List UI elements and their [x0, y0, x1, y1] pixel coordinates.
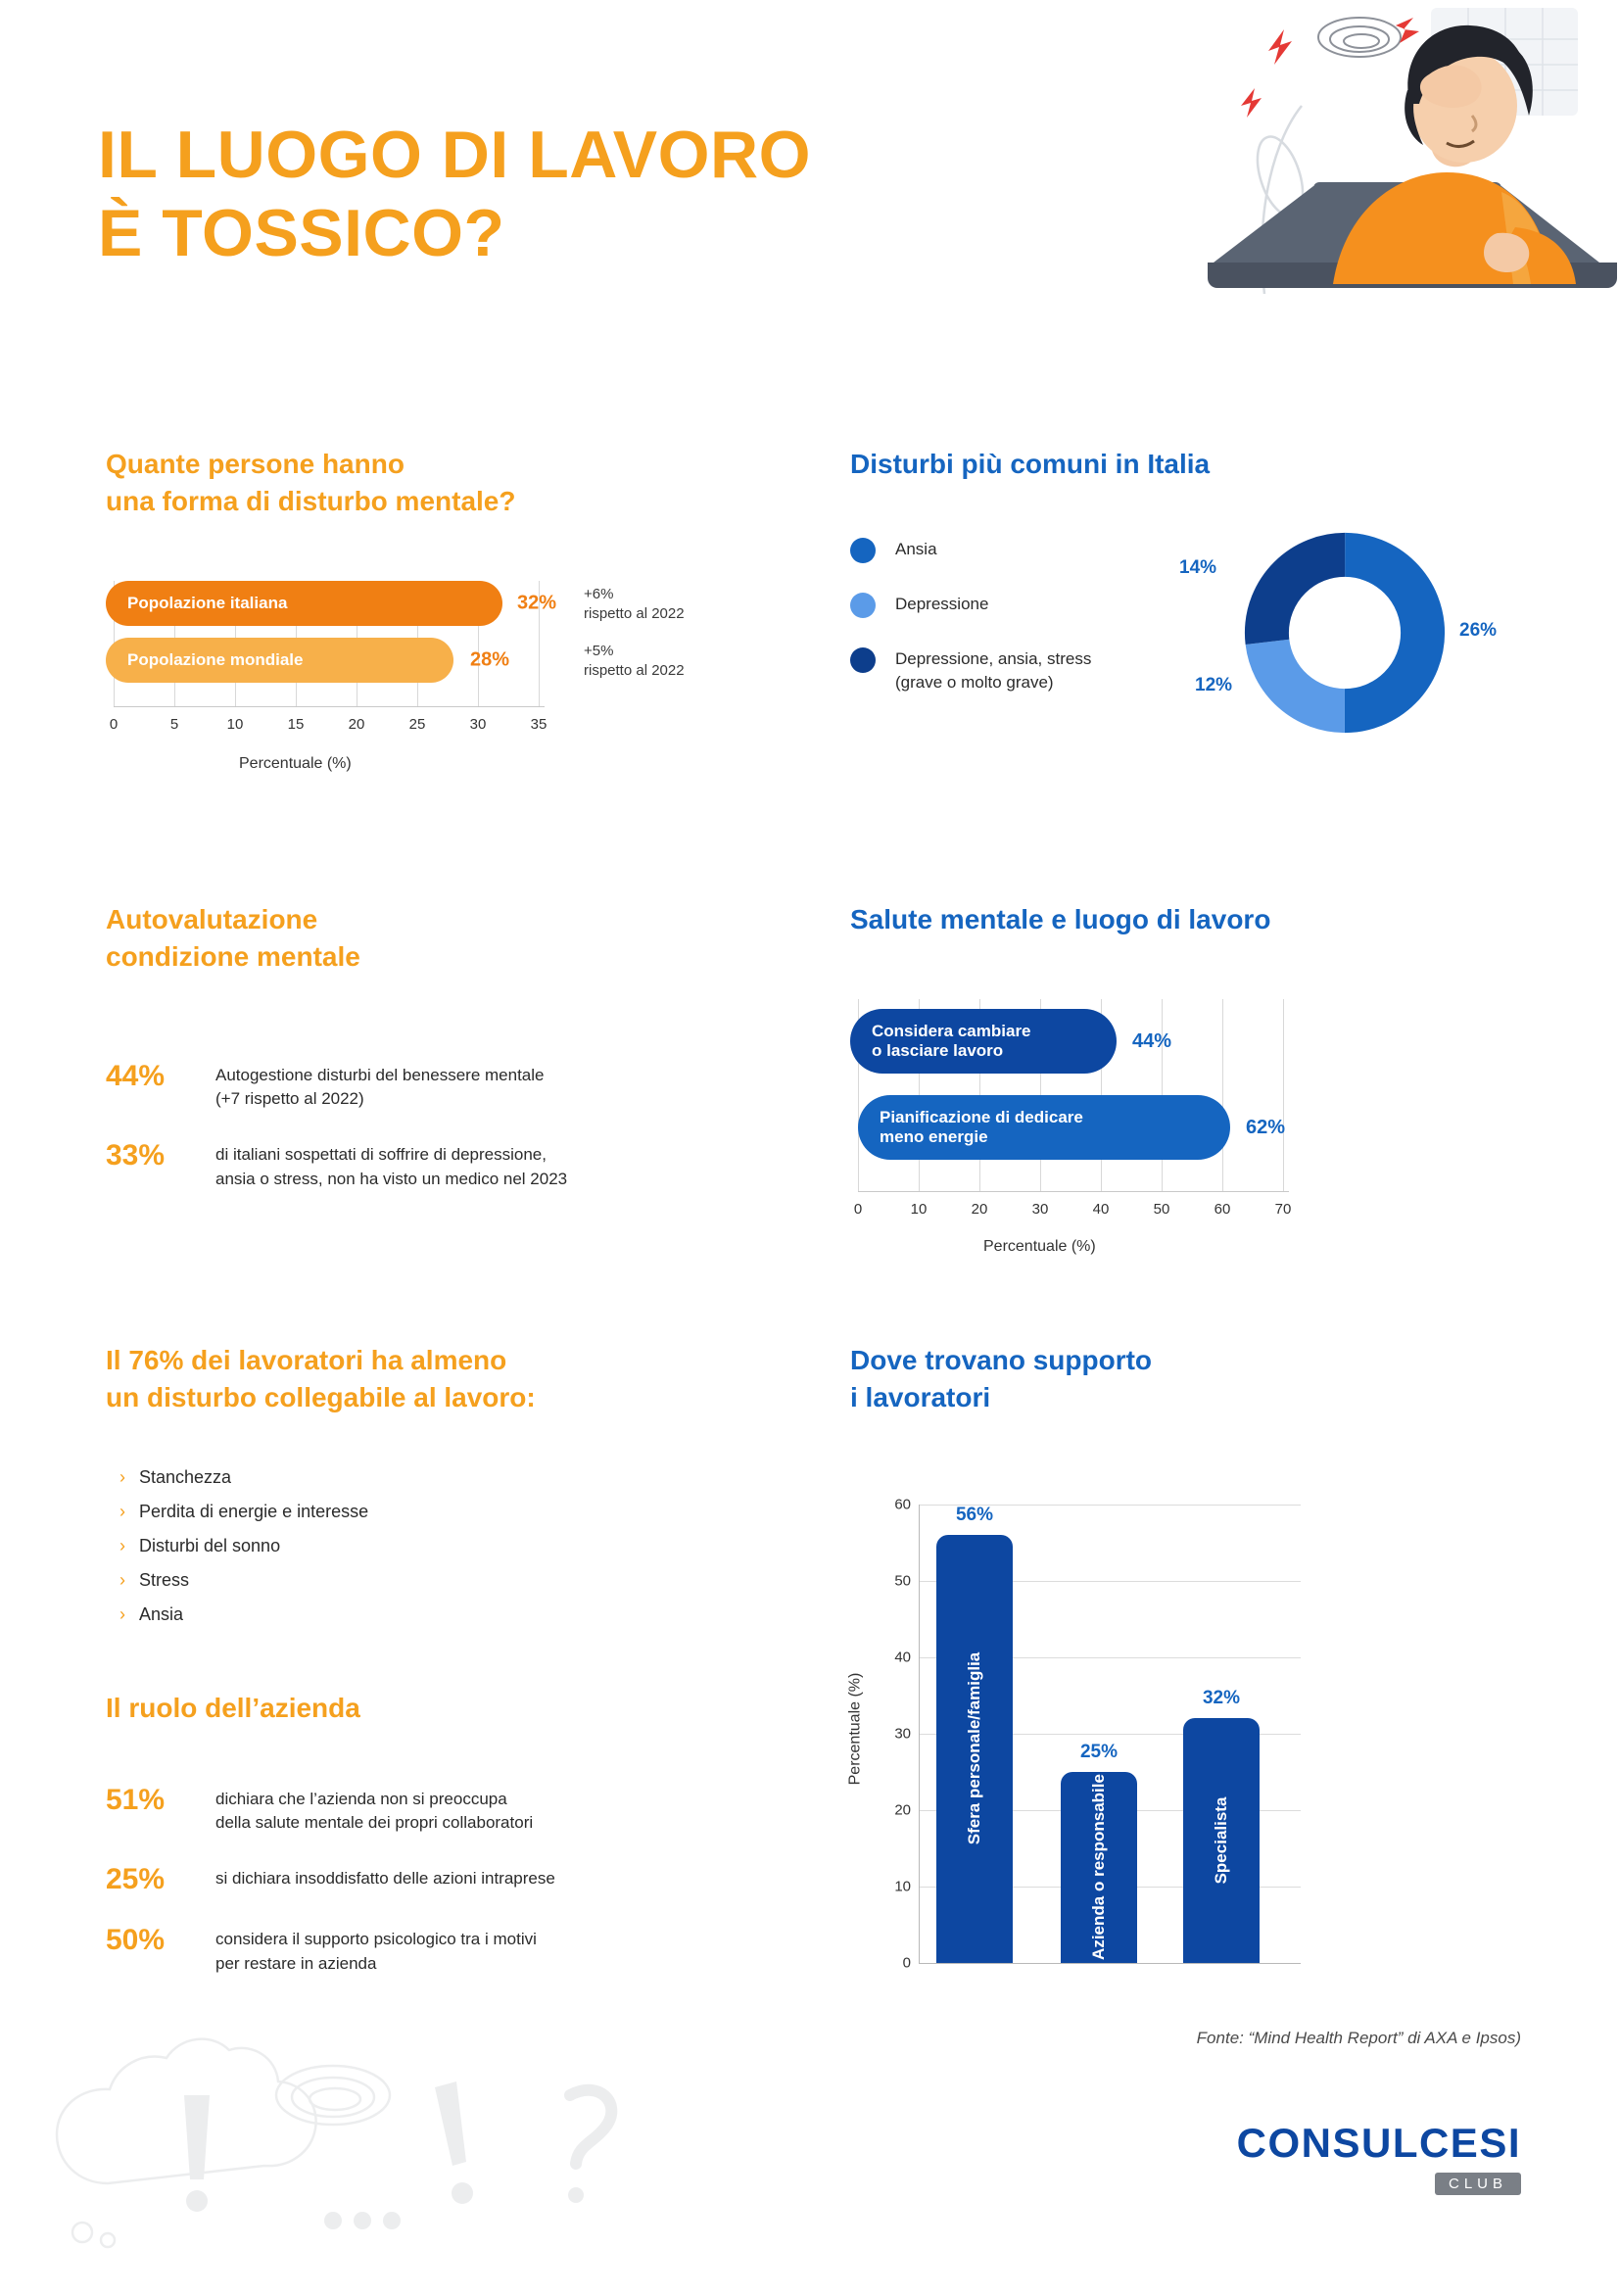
section-salute-lavoro: [850, 901, 1555, 1273]
footer-illustration: [39, 2036, 646, 2291]
y-tick: 40: [894, 1649, 911, 1666]
list-item: [106, 1536, 791, 1556]
chevron-right-icon: ›: [119, 1466, 125, 1487]
stat-text-line-2: (+7 rispetto al 2022): [215, 1089, 364, 1109]
list-item-label: Disturbi del sonno: [139, 1535, 281, 1555]
list-item-label: Stress: [139, 1569, 190, 1590]
chevron-right-icon: ›: [119, 1603, 125, 1624]
stat-text-line-2: della salute mentale dei propri collaboratori: [215, 1813, 534, 1833]
heading-line-1: Dove trovano supporto: [850, 1345, 1153, 1375]
legend-label: Depressione, ansia, stress (grave o molto grave): [895, 648, 1092, 692]
y-axis-title: Percentuale (%): [846, 1672, 864, 1785]
stat-text-line-1: Autogestione disturbi del benessere mentale: [215, 1065, 545, 1084]
annotation-2: [584, 642, 685, 682]
bar-label: [1089, 1774, 1109, 1960]
stat-row: [106, 1137, 791, 1191]
title-line-2: È TOSSICO?: [98, 196, 505, 271]
stat-text: [215, 1782, 533, 1836]
list-item-label: Perdita di energie e interesse: [139, 1501, 369, 1521]
stat-text-line-2: per restare in azienda: [215, 1953, 377, 1973]
section-disturbi-comuni: [850, 446, 1555, 755]
bar-value: 44%: [1132, 1029, 1172, 1052]
donut-chart: [1179, 530, 1498, 741]
stat-text-line-1: dichiara che l’azienda non si preoccupa: [215, 1789, 507, 1808]
bar-label: Sfera personale/famiglia: [965, 1651, 983, 1845]
bar-popolazione-italiana: [106, 581, 502, 626]
bar-label-line-2: o lasciare lavoro: [872, 1040, 1004, 1060]
section-heading: Il ruolo dell’azienda: [106, 1693, 360, 1723]
stat-text: [215, 1137, 567, 1191]
bar-label-line-1: Azienda: [1089, 1895, 1108, 1961]
annotation-1: [584, 585, 685, 625]
bar-value: 28%: [470, 648, 510, 671]
stat-percent: 33%: [106, 1138, 166, 1172]
legend-color-swatch: [850, 647, 876, 673]
bar-popolazione-mondiale: [106, 638, 453, 683]
legend-label: Ansia: [895, 539, 937, 558]
x-tick: 25: [408, 715, 426, 733]
heading-line-1: Autovalutazione: [106, 904, 318, 934]
chart-disturbi-comuni: [850, 530, 1555, 755]
stat-percent: 50%: [106, 1924, 166, 1957]
stat-text: si dichiara insoddisfatto delle azioni intraprese: [215, 1869, 555, 1889]
stat-text: [215, 1058, 545, 1112]
stat-row: [106, 1922, 791, 1976]
bar-value: 32%: [517, 592, 557, 614]
x-tick: 40: [1092, 1200, 1110, 1218]
x-tick: 50: [1153, 1200, 1170, 1218]
heading-line-2: una forma di disturbo mentale?: [106, 485, 516, 516]
list-item: [106, 1502, 791, 1522]
x-tick: 30: [469, 715, 487, 733]
donut-value-grave: 14%: [1179, 556, 1217, 578]
y-tick: 0: [902, 1954, 911, 1972]
bar-value: 56%: [955, 1504, 994, 1525]
annotation-text: rispetto al 2022: [584, 604, 685, 622]
bar-specialista: [1183, 1718, 1260, 1963]
bar-pianificazione: [858, 1095, 1230, 1160]
x-tick: 20: [348, 715, 365, 733]
legend-label: Depressione: [895, 594, 989, 613]
x-axis: [114, 706, 545, 707]
chevron-right-icon: ›: [119, 1501, 125, 1521]
legend-item: [850, 593, 1242, 618]
list-item-label: Ansia: [139, 1603, 184, 1624]
lavoratori-list: [106, 1467, 791, 1625]
stat-text-line-1: di italiani sospettati di soffrire di depressione,: [215, 1144, 547, 1164]
x-tick: 30: [1031, 1200, 1049, 1218]
y-tick: 50: [894, 1572, 911, 1590]
section-autovalutazione: [106, 901, 791, 1217]
chart-supporto: [846, 1495, 1310, 2004]
section-supporto: [846, 1342, 1555, 2004]
bar-label-line-1: Pianificazione di dedicare: [880, 1107, 1083, 1126]
annotation-text: rispetto al 2022: [584, 661, 685, 679]
bar-label-line-2: meno energie: [880, 1126, 988, 1146]
heading-line-2: un disturbo collegabile al lavoro:: [106, 1381, 536, 1412]
section-ruolo-azienda: [106, 1690, 791, 2001]
bar-considera-cambiare: [850, 1009, 1117, 1074]
logo-text: CONSULCESI: [1236, 2120, 1521, 2166]
heading-line-2: i lavoratori: [850, 1381, 991, 1412]
bar-label: Specialista: [1212, 1796, 1230, 1885]
stat-text-line-1: considera il supporto psicologico tra i motivi: [215, 1930, 537, 1949]
legend-item: [850, 647, 1242, 694]
source-note: Fonte: “Mind Health Report” di AXA e Ipsos): [1196, 2029, 1521, 2047]
x-tick: 20: [971, 1200, 988, 1218]
chart-salute-lavoro: [850, 999, 1555, 1273]
logo-sub-text: CLUB: [1435, 2173, 1521, 2195]
x-tick: 5: [169, 715, 179, 733]
x-axis-title: Percentuale (%): [983, 1237, 1096, 1255]
y-tick: 30: [894, 1725, 911, 1743]
bar-row: [850, 1089, 1555, 1166]
section-heading: [106, 446, 772, 520]
bar-label-line-2: o responsabile: [1089, 1774, 1108, 1892]
stat-row: [106, 1861, 791, 1896]
y-tick: 60: [894, 1496, 911, 1513]
legend-color-swatch: [850, 538, 876, 563]
bar-row: [106, 638, 556, 683]
stat-text-line-2: ansia o stress, non ha visto un medico nel 2023: [215, 1169, 568, 1188]
donut-value-ansia: 26%: [1459, 619, 1498, 641]
bar-azienda: [1061, 1772, 1137, 1963]
section-heading: Salute mentale e luogo di lavoro: [850, 904, 1271, 934]
bar-value: 62%: [1246, 1116, 1286, 1138]
bar-value: 32%: [1202, 1687, 1241, 1708]
section-lavoratori: [106, 1342, 791, 1639]
heading-line-1: Il 76% dei lavoratori ha almeno: [106, 1345, 507, 1375]
x-axis: [858, 1191, 1289, 1192]
heading-line-2: condizione mentale: [106, 940, 360, 972]
bar-label: Popolazione mondiale: [127, 649, 304, 669]
stat-percent: 44%: [106, 1059, 166, 1092]
x-tick: 15: [287, 715, 305, 733]
x-tick: 70: [1274, 1200, 1292, 1218]
title-line-1: IL LUOGO DI LAVORO: [98, 118, 812, 192]
annotation-value: +6%: [584, 585, 614, 602]
x-tick: 0: [853, 1200, 863, 1218]
chart-popolazione: [106, 581, 772, 777]
legend-color-swatch: [850, 593, 876, 618]
x-tick: 35: [530, 715, 548, 733]
section-heading: [106, 1342, 791, 1416]
stat-text: [215, 1922, 537, 1976]
stat-row: [106, 1782, 791, 1836]
section-disturbo-mentale: [106, 446, 772, 777]
stat-percent: 25%: [106, 1863, 166, 1896]
list-item: [106, 1604, 791, 1625]
logo-consulcesi: [1237, 2120, 1521, 2195]
bar-value: 25%: [1079, 1741, 1119, 1762]
stat-row: [106, 1058, 791, 1112]
x-tick: 60: [1214, 1200, 1231, 1218]
section-heading: [106, 901, 791, 976]
x-tick: 10: [226, 715, 244, 733]
annotation-value: +5%: [584, 642, 614, 659]
list-item: [106, 1570, 791, 1591]
bar-label-line-1: Considera cambiare: [872, 1021, 1031, 1040]
y-tick: 20: [894, 1801, 911, 1819]
bar-label: Popolazione italiana: [127, 593, 288, 612]
x-tick: 0: [109, 715, 119, 733]
section-heading: [850, 1342, 1555, 1416]
bar-row: [850, 999, 1555, 1076]
x-axis-title: Percentuale (%): [239, 754, 352, 772]
heading-line-1: Quante persone hanno: [106, 449, 405, 479]
chevron-right-icon: ›: [119, 1535, 125, 1555]
donut-value-depressione: 12%: [1195, 674, 1233, 695]
y-axis: [919, 1505, 920, 1963]
x-tick: 10: [910, 1200, 928, 1218]
chevron-right-icon: ›: [119, 1569, 125, 1590]
list-item-label: Stanchezza: [139, 1466, 232, 1487]
bar-sfera-personale: [936, 1535, 1013, 1963]
page-title: [98, 116, 1273, 272]
stat-percent: 51%: [106, 1783, 166, 1816]
y-tick: 10: [894, 1878, 911, 1895]
list-item: [106, 1467, 791, 1488]
bar-row: [106, 581, 556, 626]
section-heading: Disturbi più comuni in Italia: [850, 449, 1211, 479]
